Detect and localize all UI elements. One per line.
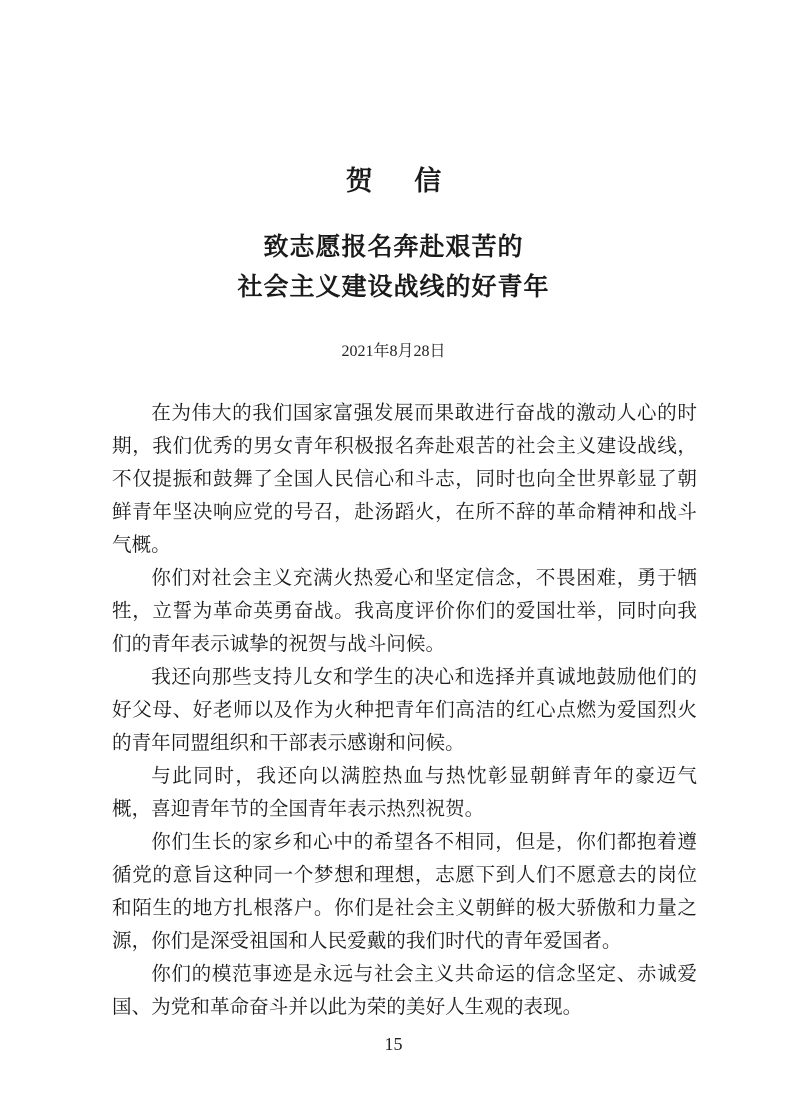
body-paragraph-5: 你们生长的家乡和心中的希望各不相同，但是，你们都抱着遵循党的意旨这种同一个梦想和理想，志愿下到人们不愿意去的岗位和陌生的地方扎根落户。你们是社会主义朝鲜的极大骄傲和力量之源，你们是深受祖国和人民爱戴的我们时代的青年爱国者。 — [112, 830, 697, 952]
body-paragraph-3: 我还向那些支持儿女和学生的决心和选择并真诚地鼓励他们的好父母、好老师以及作为火种把青年们高洁的红心点燃为爱国烈火的青年同盟组织和干部表示感谢和问候。 — [112, 665, 697, 754]
page-number: 15 — [384, 1034, 403, 1054]
body-paragraph-2: 你们对社会主义充满火热爱心和坚定信念，不畏困难，勇于牺牲，立誓为革命英勇奋战。我高度评价你们的爱国壮举，同时向我们的青年表示诚挚的祝贺与战斗问候。 — [112, 566, 697, 655]
letter-subtitle-line-1: 致志愿报名奔赴艰苦的 — [263, 232, 524, 261]
letter-subtitle-line-2: 社会主义建设战线的好青年 — [237, 272, 550, 301]
letter-body — [112, 396, 697, 1023]
body-paragraph-1: 在为伟大的我们国家富强发展而果敢进行奋战的激动人心的时期，我们优秀的男女青年积极报名奔赴艰苦的社会主义建设战线，不仅提振和鼓舞了全国人民信心和斗志，同时也向全世界彰显了朝鲜青年坚决响应党的号召，赴汤蹈火，在所不辞的革命精神和战斗气概。 — [112, 401, 697, 556]
letter-date: 2021年8月28日 — [341, 343, 446, 360]
body-paragraph-4: 与此同时，我还向以满腔热血与热忱彰显朝鲜青年的豪迈气概，喜迎青年节的全国青年表示热烈祝贺。 — [112, 764, 697, 820]
letter-heading: 贺 信 — [345, 166, 458, 197]
body-paragraph-6: 你们的模范事迹是永远与社会主义共命运的信念坚定、赤诚爱国、为党和革命奋斗并以此为荣的美好人生观的表现。 — [112, 962, 697, 1018]
